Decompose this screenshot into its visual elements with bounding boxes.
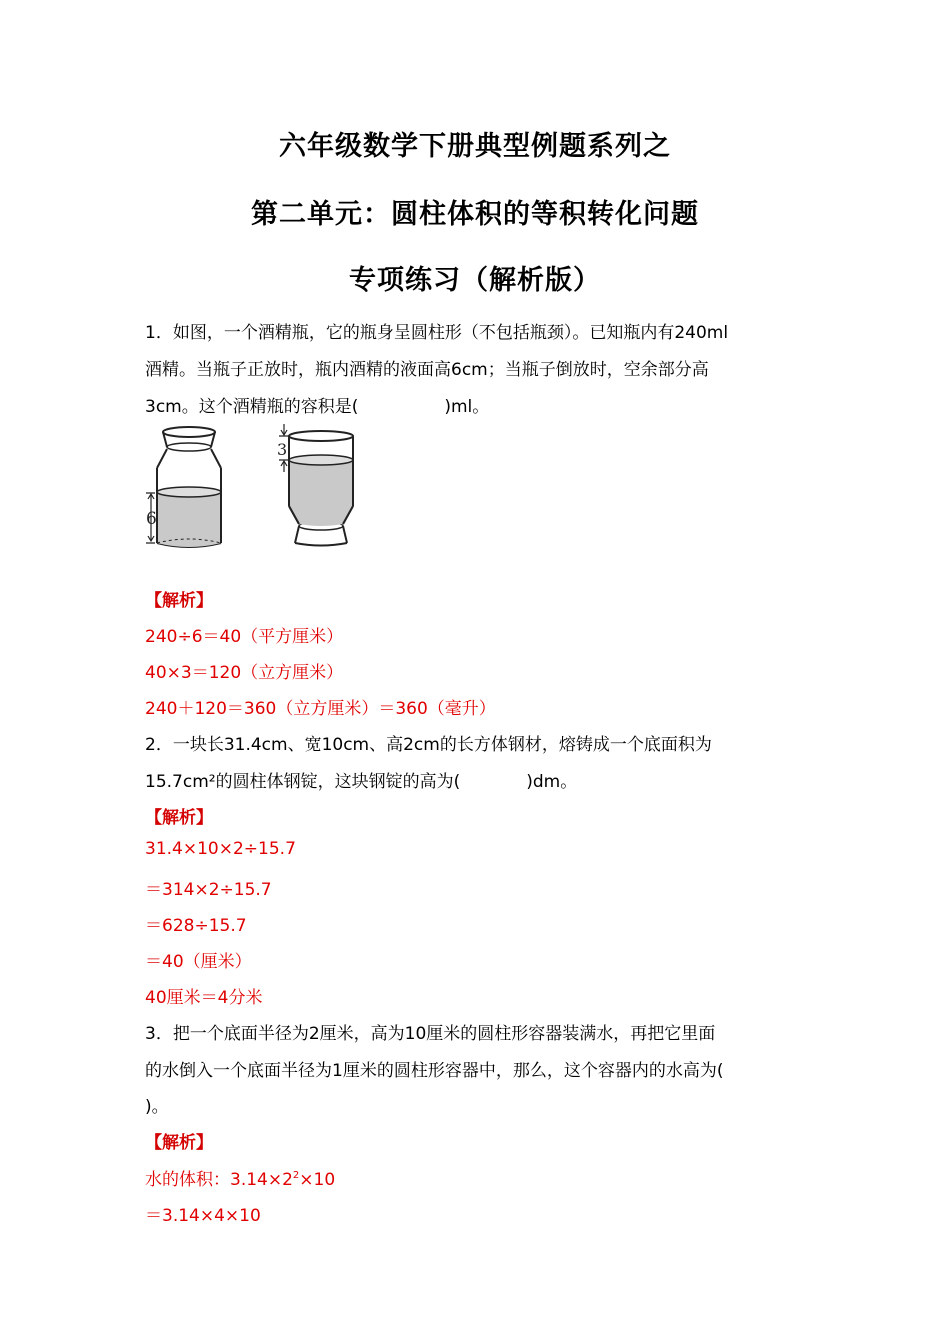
title-line-1: 六年级数学下册典型例题系列之 <box>279 131 671 162</box>
q3-text-line-1: 3．把一个底面半径为2厘米，高为10厘米的圆柱形容器装满水，再把它里面 <box>145 1024 716 1044</box>
q2-analysis-label: 【解析】 <box>145 808 213 828</box>
q2-solution-line: 40厘米＝4分米 <box>145 988 263 1008</box>
q2-solution-line: ＝628÷15.7 <box>145 916 247 936</box>
q2-text-line-1: 2．一块长31.4cm、宽10cm、高2cm的长方体钢材，熔铸成一个底面积为 <box>145 735 712 755</box>
exponent: 2 <box>292 1170 300 1181</box>
q2-solution-line: ＝40（厘米） <box>145 952 252 972</box>
q2-text-line-2 <box>145 767 577 792</box>
q2-text-post: )dm。 <box>526 772 578 792</box>
q2-solution-line: 31.4×10×2÷15.7 <box>145 839 296 859</box>
q3-text-line-2: 的水倒入一个底面半径为1厘米的圆柱形容器中，那么，这个容器内的水高为( <box>145 1061 724 1081</box>
q1-text-pre: 3cm。这个酒精瓶的容积是( <box>145 397 359 417</box>
q2-text-pre: 15.7cm²的圆柱体钢锭，这块钢锭的高为( <box>145 772 461 792</box>
q2-solution-line: ＝314×2÷15.7 <box>145 880 272 900</box>
q1-text-line-1: 1．如图，一个酒精瓶，它的瓶身呈圆柱形（不包括瓶颈）。已知瓶内有240ml <box>145 323 729 343</box>
q1-text-line-3 <box>145 392 489 417</box>
q3-solution-line-2: ＝3.14×4×10 <box>145 1206 261 1226</box>
q1-analysis-label: 【解析】 <box>145 591 213 611</box>
q3-solution-post: ×10 <box>299 1170 336 1190</box>
right-dimension-label: 3 <box>277 440 288 459</box>
q1-solution-line: 40×3＝120（立方厘米） <box>145 663 344 683</box>
title-line-2: 第二单元：圆柱体积的等积转化问题 <box>251 199 699 230</box>
title-line-3: 专项练习（解析版） <box>349 265 601 296</box>
q3-solution-pre: 水的体积：3.14×2 <box>145 1170 293 1190</box>
q1-text-post: )ml。 <box>444 397 490 417</box>
q1-solution-line: 240＋120＝360（立方厘米）＝360（毫升） <box>145 699 496 719</box>
left-dimension-label: 6 <box>146 509 157 529</box>
q3-solution-line-1 <box>145 1165 335 1190</box>
inverted-liquid <box>289 460 353 526</box>
q1-text-line-2: 酒精。当瓶子正放时，瓶内酒精的液面高6cm；当瓶子倒放时，空余部分高 <box>145 360 709 380</box>
q3-text-line-3: )。 <box>145 1097 169 1117</box>
bottle-figure <box>140 420 370 555</box>
q3-analysis-label: 【解析】 <box>145 1133 213 1153</box>
q1-solution-line: 240÷6＝40（平方厘米） <box>145 627 344 647</box>
